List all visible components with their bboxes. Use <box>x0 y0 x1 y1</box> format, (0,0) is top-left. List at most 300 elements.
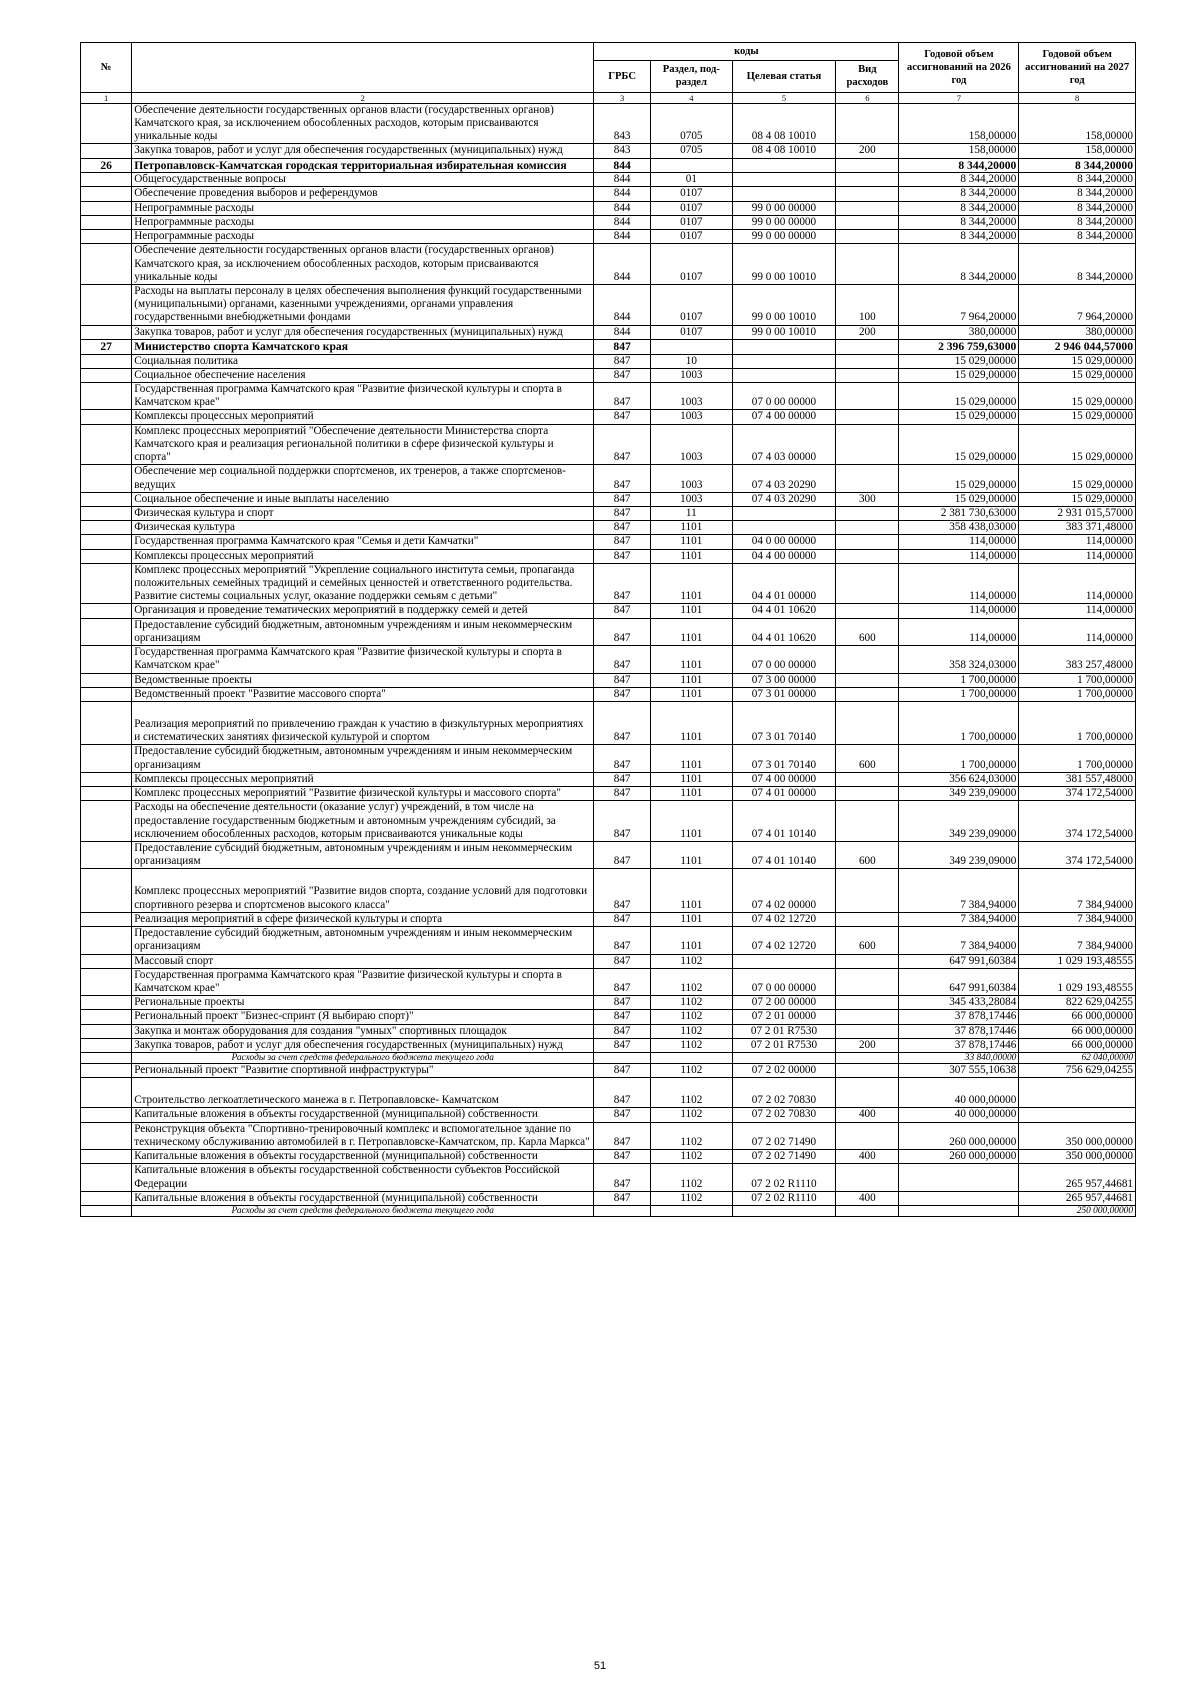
amount-2026: 307 555,10638 <box>899 1064 1019 1078</box>
section-code <box>650 339 732 354</box>
section-code: 1003 <box>650 410 732 424</box>
row-name: Обеспечение деятельности государственных органов власти (государственных органов) Камчатского края, за исключением обособленных расходов, которым присваиваются уникальные коды <box>132 103 594 144</box>
target-code: 07 0 00 00000 <box>732 646 836 673</box>
row-number <box>81 285 132 326</box>
grbs-code: 847 <box>594 1024 651 1038</box>
amount-2027: 2 946 044,57000 <box>1019 339 1136 354</box>
target-code: 07 4 02 12720 <box>732 912 836 926</box>
row-name: Организация и проведение тематических мероприятий в поддержку семей и детей <box>132 604 594 618</box>
amount-2026: 345 433,28084 <box>899 996 1019 1010</box>
amount-2026: 158,00000 <box>899 144 1019 158</box>
table-row <box>81 1010 1136 1024</box>
row-name: Строительство легкоатлетического манежа в г. Петропавловске- Камчатском <box>132 1078 594 1108</box>
table-row <box>81 1122 1136 1149</box>
target-code <box>732 158 836 173</box>
section-code: 1102 <box>650 1064 732 1078</box>
section-code: 1102 <box>650 1078 732 1108</box>
row-name: Министерство спорта Камчатского края <box>132 339 594 354</box>
table-row <box>81 492 1136 506</box>
target-code <box>732 1206 836 1217</box>
table-row <box>81 368 1136 382</box>
grbs-code: 847 <box>594 1078 651 1108</box>
table-row <box>81 244 1136 285</box>
grbs-code: 847 <box>594 1010 651 1024</box>
row-name: Социальное обеспечение и иные выплаты населению <box>132 492 594 506</box>
row-number <box>81 244 132 285</box>
row-number <box>81 424 132 465</box>
table-row <box>81 1024 1136 1038</box>
header-2026: Годовой объем ассигнований на 2026 год <box>899 43 1019 93</box>
target-code: 08 4 08 10010 <box>732 103 836 144</box>
grbs-code: 847 <box>594 1191 651 1205</box>
amount-2026: 349 239,09000 <box>899 787 1019 801</box>
expense-kind <box>836 244 899 285</box>
row-number <box>81 1038 132 1052</box>
row-number <box>81 563 132 604</box>
grbs-code: 847 <box>594 787 651 801</box>
table-row <box>81 996 1136 1010</box>
expense-kind <box>836 1164 899 1191</box>
section-code: 0107 <box>650 285 732 326</box>
table-row <box>81 687 1136 701</box>
grbs-code: 847 <box>594 912 651 926</box>
row-name: Петропавловск-Камчатская городская территориальная избирательная комиссия <box>132 158 594 173</box>
target-code: 07 2 00 00000 <box>732 996 836 1010</box>
table-header <box>81 43 1136 104</box>
row-number <box>81 549 132 563</box>
target-code: 99 0 00 00000 <box>732 215 836 229</box>
row-number <box>81 1064 132 1078</box>
section-code: 1101 <box>650 869 732 912</box>
header-name <box>132 43 594 93</box>
amount-2026: 2 381 730,63000 <box>899 506 1019 520</box>
row-name: Социальное обеспечение населения <box>132 368 594 382</box>
grbs-code: 847 <box>594 927 651 954</box>
table-row <box>81 382 1136 409</box>
grbs-code <box>594 1053 651 1064</box>
target-code: 04 4 01 10620 <box>732 618 836 645</box>
amount-2026: 37 878,17446 <box>899 1024 1019 1038</box>
amount-2026: 7 384,94000 <box>899 912 1019 926</box>
table-row <box>81 465 1136 492</box>
section-code: 0107 <box>650 201 732 215</box>
table-row <box>81 563 1136 604</box>
table-row <box>81 506 1136 520</box>
amount-2027: 7 384,94000 <box>1019 927 1136 954</box>
table-row <box>81 521 1136 535</box>
amount-2027: 8 344,20000 <box>1019 215 1136 229</box>
target-code: 07 4 03 00000 <box>732 424 836 465</box>
grbs-code: 847 <box>594 1038 651 1052</box>
row-name: Общегосударственные вопросы <box>132 173 594 187</box>
expense-kind: 400 <box>836 1191 899 1205</box>
amount-2026: 647 991,60384 <box>899 954 1019 968</box>
grbs-code: 847 <box>594 521 651 535</box>
row-name: Комплекс процессных мероприятий "Укрепление социального института семьи, пропаганда положительных семейных традиций и семейных ценностей и ответственного родительства. Развитие системы социальных услуг, оказание поддержки семьям с детьми" <box>132 563 594 604</box>
amount-2026: 15 029,00000 <box>899 492 1019 506</box>
amount-2026: 1 700,00000 <box>899 673 1019 687</box>
grbs-code: 847 <box>594 1064 651 1078</box>
grbs-code: 844 <box>594 230 651 244</box>
table-row <box>81 1038 1136 1052</box>
amount-2027: 250 000,00000 <box>1019 1206 1136 1217</box>
expense-kind <box>836 354 899 368</box>
section-code: 1102 <box>650 1191 732 1205</box>
header-section: Раздел, под-раздел <box>650 61 732 92</box>
row-name: Закупка и монтаж оборудования для создания "умных" спортивных площадок <box>132 1024 594 1038</box>
row-number <box>81 325 132 339</box>
target-code: 07 4 02 00000 <box>732 869 836 912</box>
table-row <box>81 646 1136 673</box>
grbs-code: 843 <box>594 144 651 158</box>
expense-kind <box>836 521 899 535</box>
section-code: 1102 <box>650 968 732 995</box>
section-code <box>650 1206 732 1217</box>
column-number: 5 <box>732 92 836 103</box>
amount-2026: 2 396 759,63000 <box>899 339 1019 354</box>
row-number <box>81 954 132 968</box>
row-name: Комплексы процессных мероприятий <box>132 772 594 786</box>
table-row <box>81 869 1136 912</box>
grbs-code: 847 <box>594 1122 651 1149</box>
amount-2027: 1 700,00000 <box>1019 673 1136 687</box>
expense-kind <box>836 201 899 215</box>
amount-2026: 37 878,17446 <box>899 1038 1019 1052</box>
row-name: Обеспечение проведения выборов и референдумов <box>132 187 594 201</box>
expense-kind <box>836 1024 899 1038</box>
amount-2027: 15 029,00000 <box>1019 354 1136 368</box>
target-code: 07 4 03 20290 <box>732 492 836 506</box>
grbs-code: 847 <box>594 1108 651 1122</box>
grbs-code: 847 <box>594 368 651 382</box>
expense-kind <box>836 506 899 520</box>
row-name: Физическая культура <box>132 521 594 535</box>
table-row <box>81 801 1136 842</box>
expense-kind <box>836 1122 899 1149</box>
table-row <box>81 912 1136 926</box>
amount-2026: 1 700,00000 <box>899 702 1019 745</box>
grbs-code: 847 <box>594 410 651 424</box>
expense-kind: 200 <box>836 1038 899 1052</box>
grbs-code: 844 <box>594 187 651 201</box>
expense-kind <box>836 535 899 549</box>
section-code: 01 <box>650 173 732 187</box>
section-code: 1101 <box>650 772 732 786</box>
row-number <box>81 968 132 995</box>
amount-2027 <box>1019 1108 1136 1122</box>
expense-kind <box>836 563 899 604</box>
row-name: Региональный проект "Развитие спортивной инфраструктуры" <box>132 1064 594 1078</box>
row-number <box>81 996 132 1010</box>
amount-2026: 1 700,00000 <box>899 745 1019 772</box>
table-row <box>81 1064 1136 1078</box>
grbs-code: 847 <box>594 869 651 912</box>
row-name: Непрограммные расходы <box>132 215 594 229</box>
row-number <box>81 1078 132 1108</box>
target-code <box>732 173 836 187</box>
budget-table <box>80 42 1136 1217</box>
section-code: 1003 <box>650 368 732 382</box>
section-code: 1101 <box>650 618 732 645</box>
target-code: 07 2 02 70830 <box>732 1108 836 1122</box>
row-number <box>81 869 132 912</box>
table-row <box>81 410 1136 424</box>
section-code: 1003 <box>650 492 732 506</box>
target-code: 99 0 00 00000 <box>732 201 836 215</box>
section-code: 1003 <box>650 382 732 409</box>
row-number <box>81 912 132 926</box>
expense-kind: 600 <box>836 745 899 772</box>
section-code: 1003 <box>650 465 732 492</box>
table-row <box>81 103 1136 144</box>
expense-kind <box>836 424 899 465</box>
row-number <box>81 521 132 535</box>
row-name: Комплекс процессных мероприятий "Развитие видов спорта, создание условий для подготовки спортивного резерва и спортсменов высокого класса" <box>132 869 594 912</box>
expense-kind <box>836 787 899 801</box>
row-number <box>81 103 132 144</box>
grbs-code: 847 <box>594 492 651 506</box>
expense-kind: 600 <box>836 618 899 645</box>
grbs-code: 847 <box>594 549 651 563</box>
row-number <box>81 646 132 673</box>
table-body <box>81 103 1136 1216</box>
table-row <box>81 1191 1136 1205</box>
amount-2027 <box>1019 1078 1136 1108</box>
target-code: 07 4 03 20290 <box>732 465 836 492</box>
column-number: 1 <box>81 92 132 103</box>
target-code <box>732 506 836 520</box>
row-number <box>81 1191 132 1205</box>
column-number: 6 <box>836 92 899 103</box>
expense-kind <box>836 465 899 492</box>
row-number <box>81 368 132 382</box>
target-code: 07 2 01 00000 <box>732 1010 836 1024</box>
table-row <box>81 158 1136 173</box>
table-row <box>81 618 1136 645</box>
amount-2027: 114,00000 <box>1019 563 1136 604</box>
row-number <box>81 506 132 520</box>
expense-kind <box>836 604 899 618</box>
row-name: Предоставление субсидий бюджетным, автономным учреждениям и иным некоммерческим организациям <box>132 841 594 868</box>
section-code: 1102 <box>650 1164 732 1191</box>
row-name: Физическая культура и спорт <box>132 506 594 520</box>
amount-2026: 8 344,20000 <box>899 201 1019 215</box>
grbs-code: 844 <box>594 285 651 326</box>
section-code: 1101 <box>650 563 732 604</box>
grbs-code: 847 <box>594 801 651 842</box>
amount-2026 <box>899 1206 1019 1217</box>
row-number <box>81 187 132 201</box>
row-name: Непрограммные расходы <box>132 230 594 244</box>
section-code: 0705 <box>650 103 732 144</box>
target-code: 07 2 02 70830 <box>732 1078 836 1108</box>
row-name: Предоставление субсидий бюджетным, автономным учреждениям и иным некоммерческим организациям <box>132 927 594 954</box>
section-code: 0107 <box>650 215 732 229</box>
amount-2027: 350 000,00000 <box>1019 1122 1136 1149</box>
expense-kind <box>836 215 899 229</box>
target-code: 99 0 00 00000 <box>732 230 836 244</box>
row-name: Непрограммные расходы <box>132 201 594 215</box>
section-code <box>650 1053 732 1064</box>
target-code: 07 0 00 00000 <box>732 382 836 409</box>
row-name: Расходы за счет средств федерального бюджета текущего года <box>132 1206 594 1217</box>
amount-2026: 114,00000 <box>899 549 1019 563</box>
amount-2026: 114,00000 <box>899 535 1019 549</box>
expense-kind <box>836 368 899 382</box>
target-code: 04 4 01 00000 <box>732 563 836 604</box>
target-code: 07 3 00 00000 <box>732 673 836 687</box>
amount-2027: 15 029,00000 <box>1019 492 1136 506</box>
grbs-code: 847 <box>594 618 651 645</box>
table-row <box>81 954 1136 968</box>
amount-2026: 349 239,09000 <box>899 801 1019 842</box>
expense-kind <box>836 187 899 201</box>
expense-kind <box>836 382 899 409</box>
target-code: 07 4 01 00000 <box>732 787 836 801</box>
expense-kind <box>836 772 899 786</box>
amount-2026: 15 029,00000 <box>899 424 1019 465</box>
row-name: Обеспечение деятельности государственных органов власти (государственных органов) Камчатского края, за исключением обособленных расходов, которым присваиваются уникальные коды <box>132 244 594 285</box>
grbs-code: 847 <box>594 772 651 786</box>
table-row <box>81 604 1136 618</box>
row-number <box>81 618 132 645</box>
amount-2026: 158,00000 <box>899 103 1019 144</box>
target-code: 07 2 02 R1110 <box>732 1164 836 1191</box>
column-number: 4 <box>650 92 732 103</box>
grbs-code: 847 <box>594 968 651 995</box>
expense-kind <box>836 1078 899 1108</box>
row-number <box>81 382 132 409</box>
expense-kind: 600 <box>836 927 899 954</box>
amount-2027: 114,00000 <box>1019 549 1136 563</box>
section-code: 10 <box>650 354 732 368</box>
amount-2027: 8 344,20000 <box>1019 201 1136 215</box>
expense-kind <box>836 702 899 745</box>
section-code: 1102 <box>650 996 732 1010</box>
amount-2027: 8 344,20000 <box>1019 230 1136 244</box>
row-name: Ведомственные проекты <box>132 673 594 687</box>
amount-2027: 8 344,20000 <box>1019 244 1136 285</box>
row-name: Закупка товаров, работ и услуг для обеспечения государственных (муниципальных) нужд <box>132 325 594 339</box>
row-number <box>81 410 132 424</box>
table-row <box>81 1078 1136 1108</box>
amount-2026: 7 964,20000 <box>899 285 1019 326</box>
target-code: 07 2 01 R7530 <box>732 1024 836 1038</box>
row-number <box>81 465 132 492</box>
amount-2026: 349 239,09000 <box>899 841 1019 868</box>
amount-2027: 66 000,00000 <box>1019 1024 1136 1038</box>
row-name: Закупка товаров, работ и услуг для обеспечения государственных (муниципальных) нужд <box>132 1038 594 1052</box>
amount-2026 <box>899 1164 1019 1191</box>
section-code: 0107 <box>650 244 732 285</box>
amount-2027: 265 957,44681 <box>1019 1164 1136 1191</box>
header-codes: коды <box>594 43 899 61</box>
section-code <box>650 158 732 173</box>
target-code <box>732 368 836 382</box>
row-name: Комплекс процессных мероприятий "Обеспечение деятельности Министерства спорта Камчатского края и реализация региональной политики в сфере физической культуры и спорта" <box>132 424 594 465</box>
section-code: 1101 <box>650 687 732 701</box>
amount-2027: 1 029 193,48555 <box>1019 968 1136 995</box>
section-code: 1102 <box>650 1024 732 1038</box>
expense-kind <box>836 869 899 912</box>
amount-2026: 8 344,20000 <box>899 244 1019 285</box>
row-name: Комплексы процессных мероприятий <box>132 549 594 563</box>
row-number: 27 <box>81 339 132 354</box>
section-code: 1101 <box>650 702 732 745</box>
amount-2026: 8 344,20000 <box>899 187 1019 201</box>
amount-2026: 37 878,17446 <box>899 1010 1019 1024</box>
row-number <box>81 1122 132 1149</box>
row-name: Комплекс процессных мероприятий "Развитие физической культуры и массового спорта" <box>132 787 594 801</box>
target-code: 07 4 00 00000 <box>732 772 836 786</box>
grbs-code: 847 <box>594 702 651 745</box>
row-number <box>81 1164 132 1191</box>
section-code: 0107 <box>650 187 732 201</box>
grbs-code: 844 <box>594 201 651 215</box>
table-row <box>81 1150 1136 1164</box>
expense-kind <box>836 968 899 995</box>
amount-2027: 15 029,00000 <box>1019 424 1136 465</box>
expense-kind <box>836 912 899 926</box>
table-row <box>81 549 1136 563</box>
table-row <box>81 1108 1136 1122</box>
amount-2026: 15 029,00000 <box>899 410 1019 424</box>
table-row <box>81 841 1136 868</box>
row-name: Реализация мероприятий по привлечению граждан к участию в физкультурных мероприятиях и систематических занятиях физической культурой и спортом <box>132 702 594 745</box>
amount-2026: 114,00000 <box>899 618 1019 645</box>
amount-2026: 380,00000 <box>899 325 1019 339</box>
expense-kind <box>836 687 899 701</box>
section-code: 1102 <box>650 1150 732 1164</box>
amount-2026: 8 344,20000 <box>899 230 1019 244</box>
section-code: 11 <box>650 506 732 520</box>
amount-2027: 66 000,00000 <box>1019 1038 1136 1052</box>
grbs-code: 847 <box>594 1150 651 1164</box>
section-code: 1102 <box>650 1122 732 1149</box>
grbs-code: 844 <box>594 244 651 285</box>
amount-2026: 15 029,00000 <box>899 368 1019 382</box>
grbs-code: 847 <box>594 1164 651 1191</box>
amount-2026: 40 000,00000 <box>899 1078 1019 1108</box>
amount-2026: 7 384,94000 <box>899 869 1019 912</box>
target-code: 07 2 02 R1110 <box>732 1191 836 1205</box>
amount-2027: 62 040,00000 <box>1019 1053 1136 1064</box>
amount-2026: 114,00000 <box>899 604 1019 618</box>
table-row <box>81 354 1136 368</box>
row-number <box>81 702 132 745</box>
row-name: Государственная программа Камчатского края "Семья и дети Камчатки" <box>132 535 594 549</box>
grbs-code: 847 <box>594 465 651 492</box>
amount-2027: 114,00000 <box>1019 618 1136 645</box>
column-number: 8 <box>1019 92 1136 103</box>
amount-2026: 358 438,03000 <box>899 521 1019 535</box>
column-number: 2 <box>132 92 594 103</box>
amount-2027: 374 172,54000 <box>1019 801 1136 842</box>
grbs-code: 847 <box>594 996 651 1010</box>
grbs-code: 844 <box>594 325 651 339</box>
target-code: 07 2 02 71490 <box>732 1122 836 1149</box>
table-row <box>81 187 1136 201</box>
header-target: Целевая статья <box>732 61 836 92</box>
amount-2027: 383 371,48000 <box>1019 521 1136 535</box>
grbs-code: 847 <box>594 745 651 772</box>
amount-2027: 756 629,04255 <box>1019 1064 1136 1078</box>
row-name: Расходы на обеспечение деятельности (оказание услуг) учреждений, в том числе на предоставление государственным бюджетным и автономным учреждениям субсидий, за исключением обособленных расходов, которым присваиваются уникальные коды <box>132 801 594 842</box>
grbs-code: 847 <box>594 535 651 549</box>
table-row <box>81 201 1136 215</box>
grbs-code <box>594 1206 651 1217</box>
expense-kind: 200 <box>836 144 899 158</box>
